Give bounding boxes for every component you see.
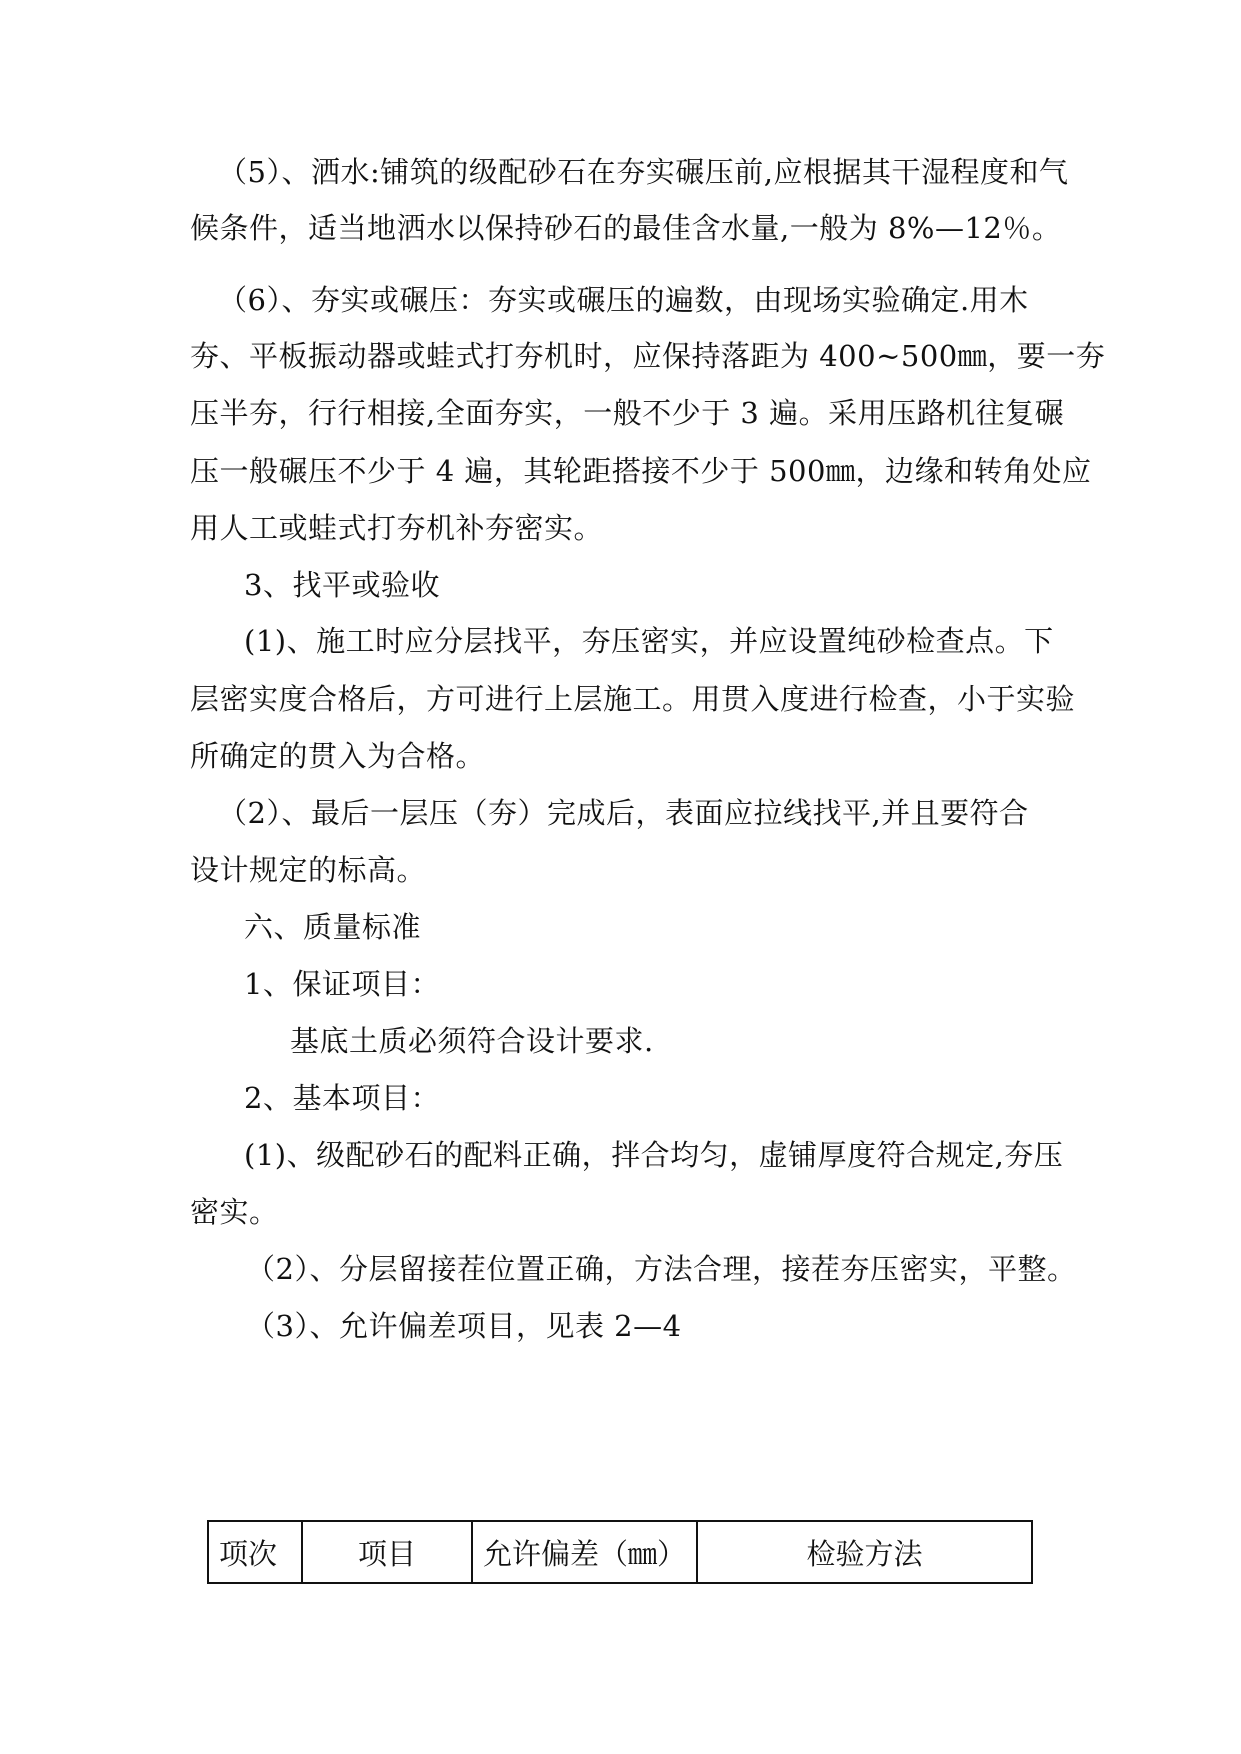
para-6-line-1: （6）、夯实或碾压：夯实或碾压的遍数，由现场实验确定.用木	[218, 283, 1029, 317]
table-header-cell: 项次	[208, 1521, 302, 1583]
para-6-line-5: 用人工或蛙式打夯机补夯密实。	[190, 511, 604, 545]
basic-item-2: （2）、分层留接茬位置正确，方法合理，接茬夯压密实，平整。	[246, 1252, 1077, 1286]
para-3-1-line-2: 层密实度合格后，方可进行上层施工。用贯入度进行检查，小于实验	[190, 682, 1076, 716]
table-header-cell: 项目	[302, 1521, 472, 1583]
para-3-2-line-2: 设计规定的标高。	[190, 853, 427, 887]
para-3-1-line-1: (1)、施工时应分层找平，夯压密实，并应设置纯砂检查点。下	[244, 624, 1054, 658]
para-6-line-3: 压半夯，行行相接,全面夯实，一般不少于 3 遍。采用压路机往复碾	[190, 396, 1065, 430]
para-3-2-line-1: （2）、最后一层压（夯）完成后，表面应拉线找平,并且要符合	[218, 796, 1029, 830]
table-header-row	[208, 1521, 1032, 1583]
heading-basic-items: 2、基本项目：	[244, 1081, 440, 1115]
table-header-cell: 允许偏差（㎜）	[472, 1521, 697, 1583]
para-5-line-1: （5）、洒水:铺筑的级配砂石在夯实碾压前,应根据其干湿程度和气	[218, 155, 1069, 189]
deviation-table	[207, 1520, 1033, 1584]
para-6-line-4: 压一般碾压不少于 4 遍，其轮距搭接不少于 500㎜，边缘和转角处应	[190, 454, 1092, 488]
guarantee-item-text: 基底土质必须符合设计要求.	[290, 1024, 654, 1058]
heading-3: 3、找平或验收	[244, 568, 440, 602]
basic-item-3: （3）、允许偏差项目，见表 2—4	[246, 1309, 682, 1343]
table-header-cell: 检验方法	[697, 1521, 1032, 1583]
para-6-line-2: 夯、平板振动器或蛙式打夯机时，应保持落距为 400~500㎜，要一夯	[190, 339, 1106, 373]
basic-item-1-line-2: 密实。	[190, 1195, 279, 1229]
heading-quality-standard: 六、质量标准	[244, 910, 422, 944]
para-5-line-2: 候条件，适当地洒水以保持砂石的最佳含水量,一般为 8%—12％。	[190, 211, 1062, 245]
basic-item-1-line-1: (1)、级配砂石的配料正确，拌合均匀，虚铺厚度符合规定,夯压	[244, 1138, 1064, 1172]
heading-guarantee-items: 1、保证项目：	[244, 967, 440, 1001]
para-3-1-line-3: 所确定的贯入为合格。	[190, 739, 486, 773]
